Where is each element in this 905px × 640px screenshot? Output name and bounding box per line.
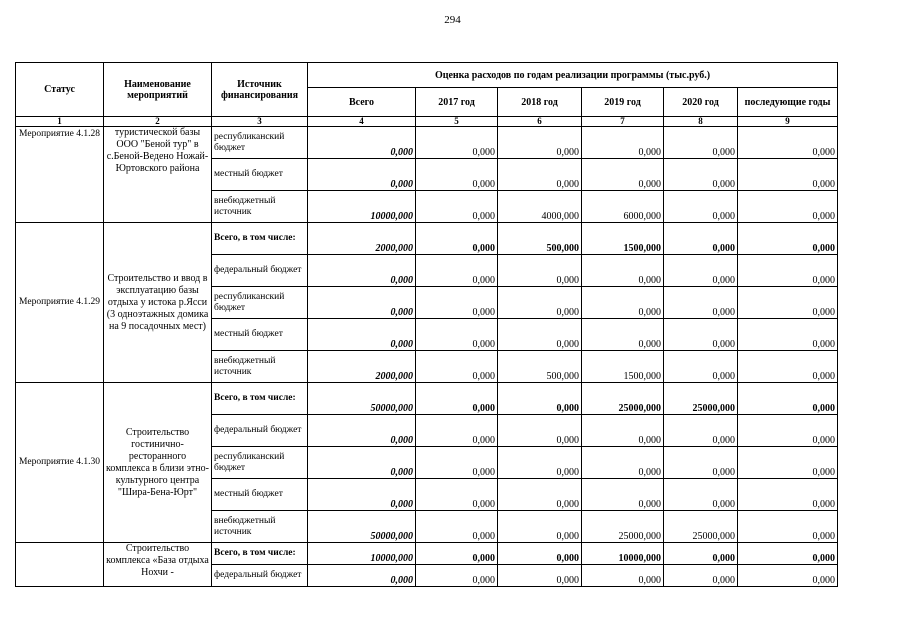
source-cell: республиканский бюджет xyxy=(212,287,308,319)
y2019-cell: 1500,000 xyxy=(582,223,664,255)
y2020-cell: 0,000 xyxy=(664,543,738,565)
y2020-cell: 0,000 xyxy=(664,415,738,447)
next-years-cell: 0,000 xyxy=(738,383,838,415)
y2018-cell: 0,000 xyxy=(498,287,582,319)
col-number: 6 xyxy=(498,117,582,127)
table-row xyxy=(16,127,838,159)
y2017-cell: 0,000 xyxy=(416,479,498,511)
y2019-cell: 6000,000 xyxy=(582,191,664,223)
y2020-cell: 25000,000 xyxy=(664,511,738,543)
y2019-cell: 0,000 xyxy=(582,319,664,351)
header-2017: 2017 год xyxy=(416,88,498,117)
total-cell: 50000,000 xyxy=(308,511,416,543)
y2020-cell: 0,000 xyxy=(664,223,738,255)
table-row xyxy=(16,543,838,565)
column-number-row xyxy=(16,117,838,127)
total-cell: 0,000 xyxy=(308,287,416,319)
y2019-cell: 0,000 xyxy=(582,565,664,587)
page-number: 294 xyxy=(444,14,461,26)
y2018-cell: 500,000 xyxy=(498,351,582,383)
next-years-cell: 0,000 xyxy=(738,223,838,255)
y2019-cell: 10000,000 xyxy=(582,543,664,565)
total-cell: 2000,000 xyxy=(308,223,416,255)
source-cell: местный бюджет xyxy=(212,479,308,511)
total-cell: 50000,000 xyxy=(308,383,416,415)
y2018-cell: 500,000 xyxy=(498,223,582,255)
y2018-cell: 0,000 xyxy=(498,543,582,565)
y2020-cell: 0,000 xyxy=(664,479,738,511)
total-cell: 0,000 xyxy=(308,415,416,447)
status-cell: Мероприятие 4.1.30 xyxy=(16,383,104,543)
y2019-cell: 0,000 xyxy=(582,415,664,447)
y2017-cell: 0,000 xyxy=(416,543,498,565)
next-years-cell: 0,000 xyxy=(738,543,838,565)
next-years-cell: 0,000 xyxy=(738,319,838,351)
y2020-cell: 0,000 xyxy=(664,351,738,383)
next-years-cell: 0,000 xyxy=(738,191,838,223)
total-cell: 0,000 xyxy=(308,479,416,511)
source-cell: Всего, в том числе: xyxy=(212,543,308,565)
y2019-cell: 25000,000 xyxy=(582,383,664,415)
col-number: 1 xyxy=(16,117,104,127)
header-next-years: последующие годы xyxy=(738,88,838,117)
header-2019: 2019 год xyxy=(582,88,664,117)
y2020-cell: 0,000 xyxy=(664,127,738,159)
header-2020: 2020 год xyxy=(664,88,738,117)
source-cell: Всего, в том числе: xyxy=(212,383,308,415)
measure-name-cell: Строительство комплекса «База отдыха Нохчи - xyxy=(104,543,212,587)
source-cell: внебюджетный источник xyxy=(212,511,308,543)
next-years-cell: 0,000 xyxy=(738,127,838,159)
total-cell: 0,000 xyxy=(308,159,416,191)
y2017-cell: 0,000 xyxy=(416,255,498,287)
y2020-cell: 25000,000 xyxy=(664,383,738,415)
col-number: 3 xyxy=(212,117,308,127)
total-cell: 0,000 xyxy=(308,319,416,351)
y2020-cell: 0,000 xyxy=(664,287,738,319)
next-years-cell: 0,000 xyxy=(738,447,838,479)
col-number: 5 xyxy=(416,117,498,127)
y2020-cell: 0,000 xyxy=(664,447,738,479)
table-row xyxy=(16,383,838,415)
y2017-cell: 0,000 xyxy=(416,223,498,255)
header-name: Наименование мероприятий xyxy=(104,63,212,117)
y2018-cell: 0,000 xyxy=(498,383,582,415)
y2018-cell: 0,000 xyxy=(498,479,582,511)
source-cell: республиканский бюджет xyxy=(212,127,308,159)
total-cell: 2000,000 xyxy=(308,351,416,383)
y2018-cell: 0,000 xyxy=(498,319,582,351)
col-number: 9 xyxy=(738,117,838,127)
total-cell: 0,000 xyxy=(308,127,416,159)
table-row xyxy=(16,223,838,255)
y2020-cell: 0,000 xyxy=(664,159,738,191)
next-years-cell: 0,000 xyxy=(738,511,838,543)
header-estimate: Оценка расходов по годам реализации программы (тыс.руб.) xyxy=(308,63,838,88)
y2017-cell: 0,000 xyxy=(416,447,498,479)
y2019-cell: 0,000 xyxy=(582,159,664,191)
total-cell: 0,000 xyxy=(308,255,416,287)
y2019-cell: 0,000 xyxy=(582,479,664,511)
next-years-cell: 0,000 xyxy=(738,287,838,319)
y2020-cell: 0,000 xyxy=(664,319,738,351)
y2018-cell: 0,000 xyxy=(498,127,582,159)
y2020-cell: 0,000 xyxy=(664,255,738,287)
y2017-cell: 0,000 xyxy=(416,565,498,587)
y2019-cell: 25000,000 xyxy=(582,511,664,543)
source-cell: местный бюджет xyxy=(212,319,308,351)
y2017-cell: 0,000 xyxy=(416,383,498,415)
next-years-cell: 0,000 xyxy=(738,255,838,287)
y2020-cell: 0,000 xyxy=(664,191,738,223)
y2017-cell: 0,000 xyxy=(416,351,498,383)
source-cell: федеральный бюджет xyxy=(212,255,308,287)
y2018-cell: 4000,000 xyxy=(498,191,582,223)
y2019-cell: 1500,000 xyxy=(582,351,664,383)
source-cell: федеральный бюджет xyxy=(212,415,308,447)
y2018-cell: 0,000 xyxy=(498,159,582,191)
y2017-cell: 0,000 xyxy=(416,415,498,447)
next-years-cell: 0,000 xyxy=(738,479,838,511)
source-cell: местный бюджет xyxy=(212,159,308,191)
source-cell: Всего, в том числе: xyxy=(212,223,308,255)
budget-table xyxy=(15,62,838,587)
header-total: Всего xyxy=(308,88,416,117)
y2017-cell: 0,000 xyxy=(416,191,498,223)
total-cell: 10000,000 xyxy=(308,191,416,223)
y2017-cell: 0,000 xyxy=(416,159,498,191)
col-number: 4 xyxy=(308,117,416,127)
y2017-cell: 0,000 xyxy=(416,319,498,351)
col-number: 7 xyxy=(582,117,664,127)
measure-name-cell: Строительство и ввод в эксплуатацию базы отдыха у истока р.Ясси (3 одноэтажных домика на 9 посадочных мест) xyxy=(104,223,212,383)
y2017-cell: 0,000 xyxy=(416,287,498,319)
next-years-cell: 0,000 xyxy=(738,351,838,383)
y2019-cell: 0,000 xyxy=(582,447,664,479)
col-number: 2 xyxy=(104,117,212,127)
y2017-cell: 0,000 xyxy=(416,127,498,159)
y2018-cell: 0,000 xyxy=(498,447,582,479)
next-years-cell: 0,000 xyxy=(738,565,838,587)
y2018-cell: 0,000 xyxy=(498,565,582,587)
next-years-cell: 0,000 xyxy=(738,159,838,191)
source-cell: внебюджетный источник xyxy=(212,351,308,383)
header-source: Источник финансирования xyxy=(212,63,308,117)
col-number: 8 xyxy=(664,117,738,127)
header-status: Статус xyxy=(16,63,104,117)
source-cell: республиканский бюджет xyxy=(212,447,308,479)
y2018-cell: 0,000 xyxy=(498,255,582,287)
total-cell: 0,000 xyxy=(308,447,416,479)
next-years-cell: 0,000 xyxy=(738,415,838,447)
header-row xyxy=(16,63,838,88)
measure-name-cell: Строительство гостинично-ресторанного комплекса в близи этно-культурного центра "Шира-Бена-Юрт" xyxy=(104,383,212,543)
total-cell: 10000,000 xyxy=(308,543,416,565)
y2019-cell: 0,000 xyxy=(582,127,664,159)
y2019-cell: 0,000 xyxy=(582,255,664,287)
measure-name-cell: туристической базы ООО "Беной тур" в с.Беной-Ведено Ножай-Юртовского района xyxy=(104,127,212,223)
total-cell: 0,000 xyxy=(308,565,416,587)
status-cell: Мероприятие 4.1.28 xyxy=(16,127,104,223)
y2020-cell: 0,000 xyxy=(664,565,738,587)
y2018-cell: 0,000 xyxy=(498,415,582,447)
source-cell: федеральный бюджет xyxy=(212,565,308,587)
y2019-cell: 0,000 xyxy=(582,287,664,319)
y2018-cell: 0,000 xyxy=(498,511,582,543)
source-cell: внебюджетный источник xyxy=(212,191,308,223)
status-cell xyxy=(16,543,104,587)
status-cell: Мероприятие 4.1.29 xyxy=(16,223,104,383)
y2017-cell: 0,000 xyxy=(416,511,498,543)
header-2018: 2018 год xyxy=(498,88,582,117)
